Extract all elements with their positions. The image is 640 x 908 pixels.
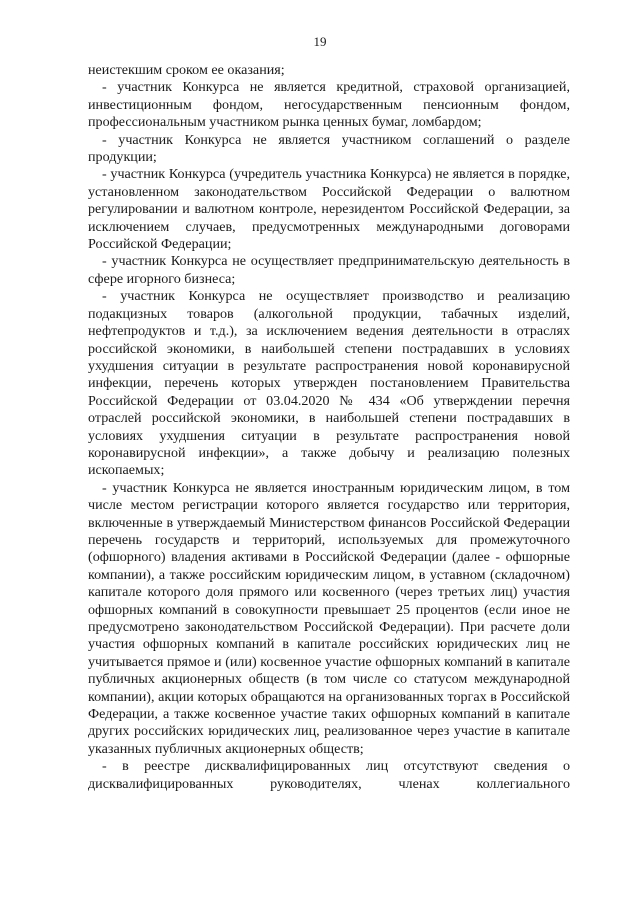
paragraph-non-resident: - участник Конкурса (учредитель участника Конкурса) не является в порядке, установленном законодательством Российской Федерации о валютном регулировании и валютном контроле, нерезидентом Российской Федерации, за исключением случаев, предусмотренных международными договорами Российской Федерации; (88, 166, 570, 253)
paragraph-continuation: неистекшим сроком ее оказания; (88, 62, 285, 78)
page-number: 19 (313, 34, 327, 49)
paragraph-disqualified-registry: - в реестре дисквалифицированных лиц отсутствуют сведения о дисквалифицированных руководителях, членах коллегиального (88, 758, 570, 792)
paragraph-offshore: - участник Конкурса не является иностранным юридическим лицом, в том числе местом регистрации которого является государство или территория, включенные в утверждаемый Министерством финансов Российской Федерации перечень государств и территорий, используемых для промежуточного (офшорного) владения активами в Российской Федерации (далее - офшорные компании), а также российским юридическим лицом, в уставном (складочном) капитале которого доля прямого или косвенного (через третьих лиц) участия офшорных компаний в совокупности превышает 25 процентов (если иное не предусмотрено законодательством Российской Федерации). При расчете доли участия офшорных компаний в капитале российских юридических лиц не учитывается прямое и (или) косвенное участие офшорных компаний в капитале публичных акционерных обществ (в том числе со статусом международной компании), акции которых обращаются на организованных торгах в Российской Федерации, а также косвенное участие таких офшорных компаний в капитале других российских юридических лиц, реализованное через участие в капитале указанных публичных акционерных обществ; (88, 479, 570, 757)
paragraph-excise-goods: - участник Конкурса не осуществляет производство и реализацию подакцизных товаров (алкогольной продукции, табачных изделий, нефтепродуктов и т.д.), за исключением ведения деятельности в отраслях российской экономики, в наибольшей степени пострадавших в условиях ухудшения ситуации в результате распространения новой коронавирусной инфекции, перечень которых утвержден постановлением Правительства Российской Федерации от 03.04.2020 № 434 «Об утверждении перечня отраслей российской экономики, в наибольшей степени пострадавших в условиях ухудшения ситуации в результате распространения новой коронавирусной инфекции», а также добычу и реализацию полезных ископаемых; (88, 288, 570, 479)
paragraph-gambling: - участник Конкурса не осуществляет предпринимательскую деятельность в сфере игорного бизнеса; (88, 253, 570, 287)
paragraph-production-sharing: - участник Конкурса не является участником соглашений о разделе продукции; (88, 131, 570, 166)
paragraph-credit-org: - участник Конкурса не является кредитной, страховой организацией, инвестиционным фондом, негосударственным пенсионным фондом, профессиональным участником рынка ценных бумаг, ломбардом; (88, 79, 570, 131)
document-body (88, 62, 570, 793)
